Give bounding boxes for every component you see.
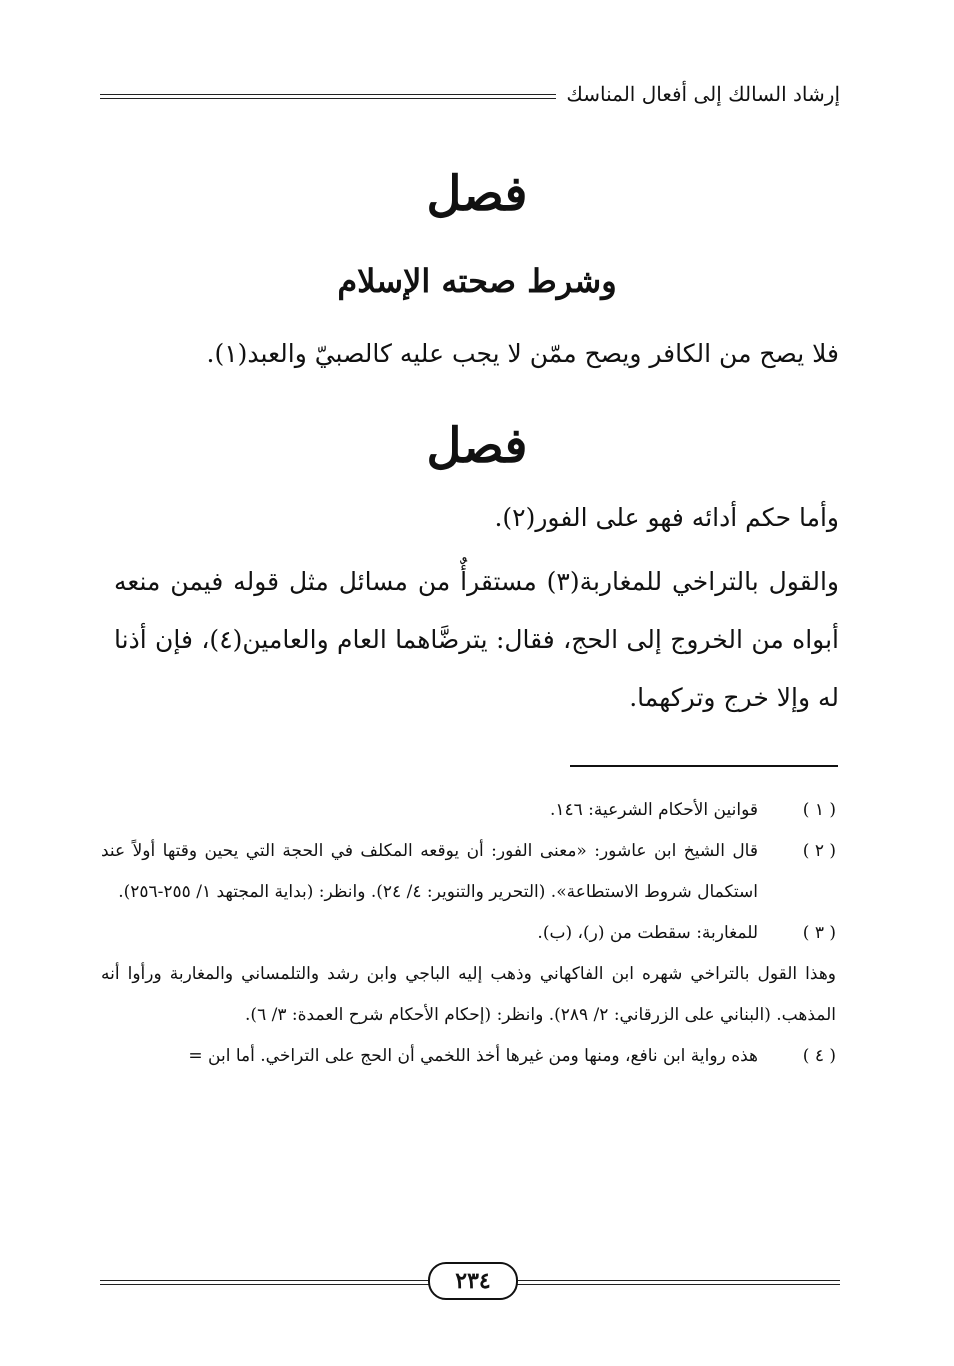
paragraph-1: فلا يصح من الكافر ويصح ممّن لا يجب عليه كالصبيّ والعبد(١). bbox=[206, 339, 839, 368]
page-number: ٢٣٤ bbox=[428, 1262, 518, 1300]
header-rule bbox=[100, 94, 575, 99]
section-heading-1: فصل bbox=[426, 166, 528, 222]
footnote-2 bbox=[101, 831, 836, 913]
footnote-number: ( ٣ ) bbox=[802, 923, 836, 943]
footnote-number: ( ٢ ) bbox=[802, 841, 836, 861]
paragraph-3: والقول بالتراخي للمغاربة(٣) مستقرأٌ من مسائل مثل قوله فيمن منعه أبواه من الخروج إلى الحج، فقال: يترضَّاهما العام والعامين(٤)، فإن أذنا له وإلا خرج وتركهما. bbox=[114, 567, 839, 712]
running-header bbox=[100, 82, 840, 112]
footnote-text: قال الشيخ ابن عاشور: «معنى الفور: أن يوقعه المكلف في الحجة التي يحين وقتها أولاً عند استكمال شروط الاستطاعة». (التحرير والتنوير: ٤/ ٢٤). وانظر: (بداية المجتهد ١/ ٢٥٥-٢٥٦). bbox=[101, 841, 758, 902]
footnote-separator bbox=[570, 765, 838, 767]
footnote-3 bbox=[101, 913, 836, 954]
paragraph-2: وأما حكم أدائه فهو على الفور(٢). bbox=[494, 503, 839, 532]
footnote-4 bbox=[101, 1036, 836, 1077]
section-subheading: وشرط صحته الإسلام bbox=[337, 262, 617, 300]
footnote-text: للمغاربة: سقطت من (ر)، (ب). bbox=[537, 923, 758, 943]
footnote-1 bbox=[101, 790, 836, 831]
footnote-text: قوانين الأحكام الشرعية: ١٤٦. bbox=[549, 800, 758, 820]
footnote-text: هذه رواية ابن نافع، ومنها ومن غيرها أخذ اللخمي أن الحج على التراخي. أما ابن = bbox=[188, 1046, 758, 1066]
footnotes bbox=[101, 790, 836, 1077]
page-footer bbox=[100, 1262, 840, 1302]
section-heading-2: فصل bbox=[426, 418, 528, 474]
header-title: إرشاد السالك إلى أفعال المناسك bbox=[556, 82, 840, 106]
footnote-3-continuation: وهذا القول بالتراخي شهره ابن الفاكهاني وذهب إليه الباجي وابن رشد والتلمساني والمغاربة ورأوا أنه المذهب. (البناني على الزرقاني: ٢/ ٢٨٩). وانظر: (إحكام الأحكام شرح العمدة: ٣/ ٦). bbox=[101, 964, 836, 1025]
footnote-number: ( ١ ) bbox=[802, 800, 836, 820]
footnote-number: ( ٤ ) bbox=[802, 1046, 836, 1066]
